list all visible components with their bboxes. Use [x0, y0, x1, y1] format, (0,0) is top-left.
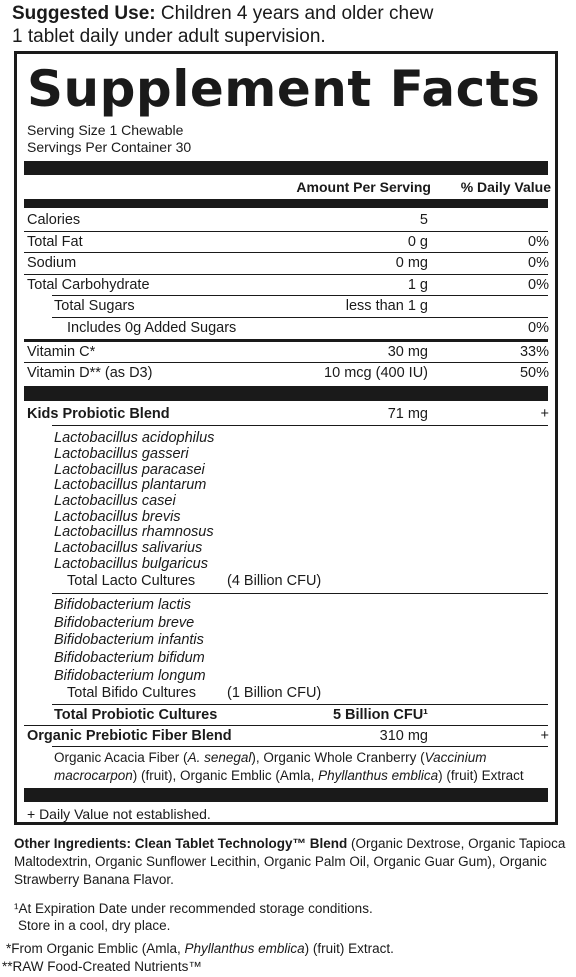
strain-name: Bifidobacterium infantis: [54, 632, 204, 648]
desc-text: ) (fruit), Organic Emblic (Amla,: [132, 768, 319, 783]
nutrient-amount: 1 g: [407, 277, 428, 293]
strain-name: Lactobacillus plantarum: [54, 477, 207, 493]
row-divider: [52, 704, 548, 705]
row-divider: [52, 425, 548, 426]
desc-italic: A. senegal: [187, 750, 252, 765]
suggested-use: [12, 2, 572, 48]
prebiotic-blend-name: Organic Prebiotic Fiber Blend: [27, 728, 232, 744]
strain-name: Lactobacillus casei: [54, 493, 176, 509]
nutrient-amount: 5: [419, 212, 428, 228]
desc-italic: Phyllanthus emblica: [318, 768, 439, 783]
nutrient-dv: 50%: [519, 365, 549, 381]
total-probiotic-value: 5 Billion CFU¹: [332, 707, 428, 723]
other-ingredients: [14, 835, 570, 889]
footnote-raw-nutrients: **RAW Food-Created Nutrients™: [2, 959, 202, 974]
desc-text: ), Organic Whole Cranberry (: [251, 750, 425, 765]
thick-divider: [24, 161, 548, 175]
nutrient-name: Total Sugars: [54, 298, 135, 314]
strain-name: Lactobacillus paracasei: [54, 462, 205, 478]
row-divider: [24, 274, 548, 275]
row-divider: [52, 295, 548, 296]
suggested-use-text-2: 1 tablet daily under adult supervision.: [12, 26, 326, 47]
other-ingredients-text: (Organic Dextrose, Organic Tapioca Maltodextrin, Organic Sunflower Lecithin, Organic Palm Oil, Organic Guar Gum), Organic Strawberry Banana Flavor.: [14, 836, 566, 887]
row-divider: [24, 362, 548, 363]
desc-text: ) (fruit) Extract: [438, 768, 524, 783]
row-divider: [52, 746, 548, 747]
nutrient-name: Vitamin C*: [27, 344, 96, 360]
strain-name: Bifidobacterium longum: [54, 668, 206, 684]
nutrient-amount: 30 mg: [387, 344, 428, 360]
footnote-italic: Phyllanthus emblica: [184, 941, 305, 956]
bifido-total-value: (1 Billion CFU): [227, 685, 322, 701]
supplement-facts-panel: [14, 51, 558, 825]
nutrient-dv: 33%: [519, 344, 549, 360]
strain-name: Bifidobacterium lactis: [54, 597, 191, 613]
probiotic-blend-amount: 71 mg: [387, 406, 428, 422]
nutrient-dv: 0%: [528, 277, 549, 293]
row-divider: [24, 252, 548, 253]
strain-name: Lactobacillus acidophilus: [54, 430, 215, 446]
footnote-text: *From Organic Emblic (Amla,: [6, 941, 185, 956]
nutrient-name: Total Carbohydrate: [27, 277, 150, 293]
nutrient-name: Calories: [27, 212, 81, 228]
thick-divider: [24, 788, 548, 802]
nutrient-name: Sodium: [27, 255, 77, 271]
row-divider: [24, 231, 548, 232]
lacto-total-value: (4 Billion CFU): [227, 573, 322, 589]
row-divider: [24, 725, 548, 726]
row-divider: [24, 339, 548, 342]
strain-name: Bifidobacterium breve: [54, 615, 195, 631]
desc-text: Organic Acacia Fiber (: [54, 750, 188, 765]
nutrient-amount: 10 mcg (400 IU): [324, 365, 428, 381]
nutrient-amount: less than 1 g: [345, 298, 428, 314]
nutrient-dv: 0%: [528, 234, 549, 250]
footnote-text: ) (fruit) Extract.: [304, 941, 394, 956]
strain-name: Bifidobacterium bifidum: [54, 650, 205, 666]
suggested-use-label: Suggested Use:: [12, 3, 156, 24]
strain-name: Lactobacillus bulgaricus: [54, 556, 208, 572]
prebiotic-description-line1: [54, 749, 486, 767]
other-ingredients-label: Other Ingredients: Clean Tablet Technology™ Blend: [14, 836, 348, 851]
col-header-amount: Amount Per Serving: [296, 179, 431, 195]
suggested-use-text-1: Children 4 years and older chew: [155, 3, 434, 24]
total-probiotic-label: Total Probiotic Cultures: [54, 707, 218, 723]
desc-italic: macrocarpon: [54, 768, 133, 783]
prebiotic-description-line2: [54, 767, 524, 785]
strain-name: Lactobacillus rhamnosus: [54, 524, 214, 540]
footnote-expiration: ¹At Expiration Date under recommended storage conditions.: [14, 901, 373, 916]
nutrient-dv: 0%: [528, 255, 549, 271]
strain-name: Lactobacillus salivarius: [54, 540, 203, 556]
nutrient-dv: 0%: [528, 320, 549, 336]
nutrient-amount: 0 mg: [395, 255, 428, 271]
nutrient-name: Vitamin D** (as D3): [27, 365, 153, 381]
row-divider: [52, 593, 548, 594]
thick-divider: [24, 199, 548, 208]
lacto-total-label: Total Lacto Cultures: [67, 573, 196, 589]
servings-per-container: Servings Per Container 30: [27, 139, 192, 155]
probiotic-blend-dv: +: [540, 406, 549, 422]
thick-divider: [24, 386, 548, 401]
desc-italic: Vaccinium: [424, 750, 487, 765]
strain-name: Lactobacillus brevis: [54, 509, 181, 525]
footnote-vitamin-c: [6, 940, 394, 958]
bifido-total-label: Total Bifido Cultures: [67, 685, 196, 701]
probiotic-blend-name: Kids Probiotic Blend: [27, 406, 170, 422]
footnote-storage: Store in a cool, dry place.: [18, 918, 171, 933]
panel-title: Supplement Facts: [27, 60, 541, 118]
serving-size: Serving Size 1 Chewable: [27, 122, 184, 138]
strain-name: Lactobacillus gasseri: [54, 446, 189, 462]
col-header-dv: % Daily Value: [460, 179, 551, 195]
prebiotic-blend-amount: 310 mg: [379, 728, 428, 744]
nutrient-name: Includes 0g Added Sugars: [67, 320, 237, 336]
row-divider: [52, 317, 548, 318]
prebiotic-blend-dv: +: [540, 728, 549, 744]
nutrient-amount: 0 g: [407, 234, 428, 250]
dv-not-established-note: + Daily Value not established.: [27, 806, 211, 822]
nutrient-name: Total Fat: [27, 234, 83, 250]
